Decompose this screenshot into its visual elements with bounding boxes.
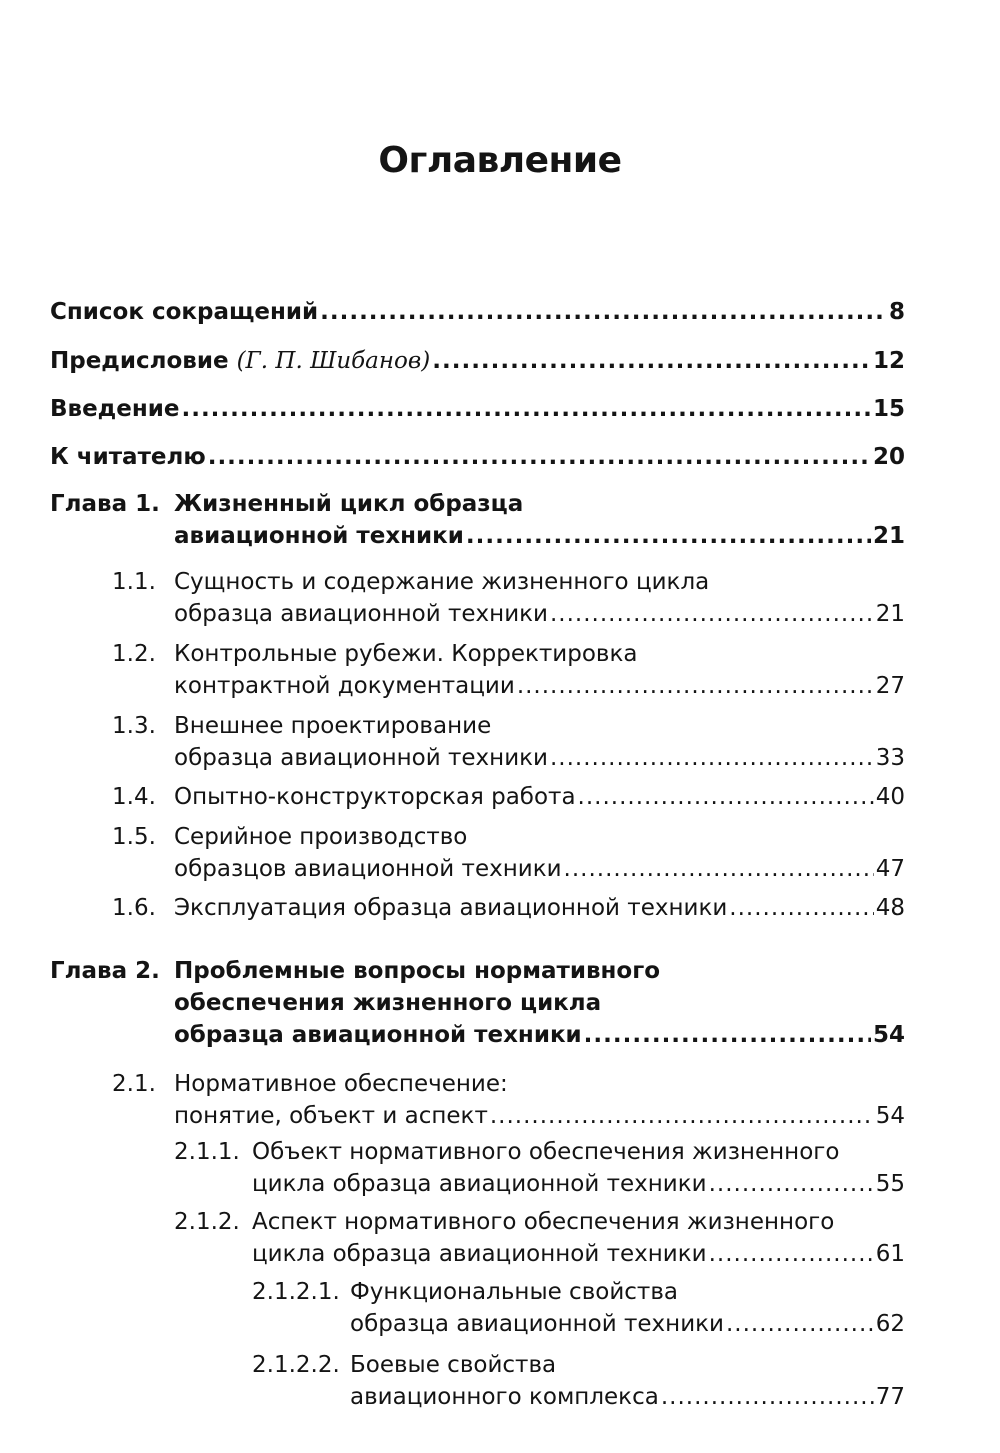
entry-title: Предисловие (50, 348, 229, 374)
leader-dots (466, 520, 871, 552)
section-number: 1.6. (112, 895, 156, 921)
entry-title: Опытно-конструкторская работа (174, 784, 576, 810)
entry-title: К читателю (50, 444, 206, 470)
toc-entry-chapter-1[interactable] (50, 488, 905, 552)
entry-title-line: обеспечения жизненного цикла (174, 990, 602, 1016)
leader-dots (320, 296, 887, 328)
page-number: 21 (872, 523, 905, 549)
page-number: 12 (872, 348, 905, 374)
entry-author: (Г. П. Шибанов) (236, 348, 431, 374)
entry-title: цикла образца авиационной техники (252, 1241, 707, 1267)
entry-title: образцов авиационной техники (174, 856, 562, 882)
section-number: 2.1. (112, 1071, 156, 1097)
toc-entry-2-1-1[interactable] (174, 1136, 905, 1200)
entry-title: Введение (50, 396, 180, 422)
leader-dots (550, 598, 874, 630)
page-number: 40 (875, 784, 905, 810)
leader-dots (726, 1308, 874, 1340)
page-number: 8 (888, 299, 905, 325)
entry-title-line: Внешнее проектирование (174, 713, 492, 739)
toc-entry-abbreviations[interactable] (50, 296, 905, 328)
entry-title: образца авиационной техники (350, 1311, 724, 1337)
leader-dots (208, 441, 871, 473)
entry-title-line: Проблемные вопросы нормативного (174, 958, 661, 984)
section-number: 2.1.2. (174, 1209, 240, 1235)
page-number: 55 (875, 1171, 905, 1197)
leader-dots (709, 1238, 874, 1270)
entry-title: образца авиационной техники (174, 1022, 582, 1048)
toc-entry-introduction[interactable] (50, 393, 905, 425)
entry-title: Эксплуатация образца авиационной техники (174, 895, 728, 921)
page-number: 54 (875, 1103, 905, 1129)
leader-dots (709, 1168, 874, 1200)
entry-title-line: Серийное производство (174, 824, 468, 850)
entry-title: образца авиационной техники (174, 601, 548, 627)
entry-title-line: Жизненный цикл образца (174, 491, 524, 517)
entry-title: образца авиационной техники (174, 745, 548, 771)
page-number: 77 (875, 1384, 905, 1410)
toc-entry-preface[interactable] (50, 345, 905, 377)
leader-dots (550, 742, 874, 774)
entry-title: Список сокращений (50, 299, 319, 325)
page-number: 33 (875, 745, 905, 771)
leader-dots (517, 670, 874, 702)
entry-title: цикла образца авиационной техники (252, 1171, 707, 1197)
page-number: 48 (875, 895, 905, 921)
leader-dots (181, 393, 871, 425)
leader-dots (584, 1019, 871, 1051)
entry-title: понятие, объект и аспект (174, 1103, 488, 1129)
chapter-number: Глава 2. (50, 958, 160, 984)
entry-title-line: Сущность и содержание жизненного цикла (174, 569, 710, 595)
section-number: 1.5. (112, 824, 156, 850)
leader-dots (729, 892, 873, 924)
toc-entry-1-3[interactable] (112, 710, 905, 774)
section-number: 1.1. (112, 569, 156, 595)
section-number: 1.3. (112, 713, 156, 739)
toc-entry-2-1-2[interactable] (174, 1206, 905, 1270)
entry-title: контрактной документации (174, 673, 515, 699)
leader-dots (578, 781, 874, 813)
toc-entry-1-1[interactable] (112, 566, 905, 630)
entry-title-line: Функциональные свойства (350, 1279, 678, 1305)
section-number: 1.4. (112, 784, 156, 810)
leader-dots (490, 1100, 874, 1132)
section-number: 1.2. (112, 641, 156, 667)
page-title: Оглавление (378, 140, 622, 181)
page-number: 21 (875, 601, 905, 627)
page-number: 20 (872, 444, 905, 470)
section-number: 2.1.2.1. (252, 1279, 340, 1305)
leader-dots (661, 1381, 874, 1413)
chapter-number: Глава 1. (50, 491, 160, 517)
leader-dots (432, 345, 871, 377)
page-number: 15 (872, 396, 905, 422)
toc-entry-2-1[interactable] (112, 1068, 905, 1132)
entry-title-line: Контрольные рубежи. Корректировка (174, 641, 638, 667)
toc-entry-to-reader[interactable] (50, 441, 905, 473)
leader-dots (564, 853, 874, 885)
toc-entry-chapter-2[interactable] (50, 955, 905, 1051)
entry-title: авиационной техники (174, 523, 464, 549)
entry-title-line: Нормативное обеспечение: (174, 1071, 508, 1097)
toc-entry-2-1-2-1[interactable] (252, 1276, 905, 1340)
entry-title-line: Боевые свойства (350, 1352, 557, 1378)
page-number: 54 (872, 1022, 905, 1048)
page-number: 27 (875, 673, 905, 699)
toc-entry-2-1-2-2[interactable] (252, 1349, 905, 1413)
toc-entry-1-2[interactable] (112, 638, 905, 702)
page-number: 61 (875, 1241, 905, 1267)
page-number: 47 (875, 856, 905, 882)
page-number: 62 (875, 1311, 905, 1337)
entry-title-line: Объект нормативного обеспечения жизненного (252, 1139, 840, 1165)
toc-entry-1-5[interactable] (112, 821, 905, 885)
section-number: 2.1.1. (174, 1139, 240, 1165)
section-number: 2.1.2.2. (252, 1352, 340, 1378)
entry-title-line: Аспект нормативного обеспечения жизненного (252, 1209, 835, 1235)
entry-title: авиационного комплекса (350, 1384, 659, 1410)
